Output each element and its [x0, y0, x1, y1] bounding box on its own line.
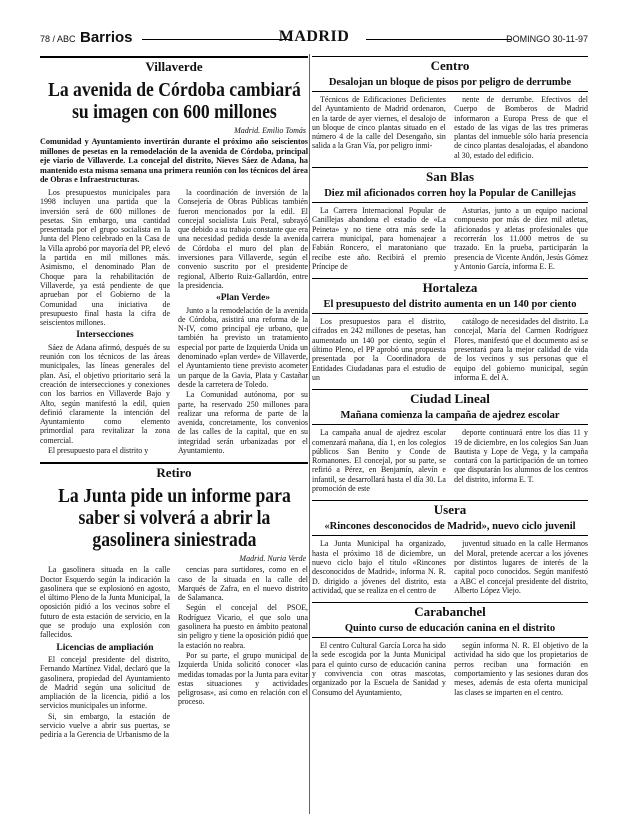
- sanblas-col-2: [454, 206, 588, 272]
- page-number: 78 / ABC: [40, 34, 76, 44]
- villaverde-lead: Comunidad y Ayuntamiento invertirán durante el próximo año seiscientos millones de pesetas en la remodelación de la avenida de Córdoba, principal eje viario de Villaverde. La concejal del distrito, Nieves Sáez de Adana, ha mantenido esta misma semana una primera reunión con los técnicos del área de Obras e Infraestructuras.: [40, 137, 308, 185]
- district-tag-villaverde: Villaverde: [40, 56, 308, 75]
- retiro-col-2: [178, 565, 308, 740]
- paragraph: El presupuesto para el distrito y: [48, 445, 149, 455]
- retiro-headline: La Junta pide un informe para saber si volverá a abrir la gasolinera siniestrada: [57, 485, 291, 552]
- district-tag-retiro: Retiro: [40, 462, 308, 481]
- retiro-subhead-1: Licencias de ampliación: [56, 642, 154, 653]
- paragraph: nente de derrumbe. Efectivos del Cuerpo de Bomberos de Madrid informaron a Europa Press de que el estado de las vigas de las tres primeras plantas del inmueble sólo haría presencia de cinco plantas desalojadas, el abandono al 30, estado del edificio.: [454, 95, 588, 160]
- villaverde-byline: Madrid. Emilio Tomás: [234, 126, 306, 135]
- usera-col-1: [312, 539, 446, 596]
- paragraph: La campaña anual de ajedrez escolar comenzará mañana, día 1, en los colegios públicos San Benito y Conde de Romanones. El concejal, por su parte, se refirió a Pérez, en Benjamín, alevín e infantil, se desarrollará hasta el día 30. La promoción de este: [312, 428, 446, 494]
- sanblas-body: [312, 206, 588, 272]
- carabanchel-col-1: [312, 641, 446, 698]
- villaverde-subhead-2: «Plan Verde»: [215, 293, 271, 304]
- city-title: MADRID: [278, 28, 350, 45]
- villaverde-article: [40, 56, 308, 456]
- hortaleza-col-2: [454, 317, 588, 383]
- ciudadlineal-headline: Mañana comienza la campaña de ajedrez escolar: [312, 410, 588, 425]
- paragraph: cencias para surtidores, como en el caso de la situada en la calle del Marqués de Zafra, en el nuevo distrito de Salamanca.: [178, 565, 308, 603]
- centro-article: [312, 56, 588, 161]
- carabanchel-headline: Quinto curso de educación canina en el distrito: [312, 623, 588, 638]
- carabanchel-col-2: [454, 641, 588, 698]
- sanblas-article: [312, 167, 588, 272]
- paragraph: El centro Cultural García Lorca ha sido la sede escogida por la Junta Municipal para el quinto curso de educación canina y convivencia con otras mascotas, organizado por la Escuela de Sanidad y Consumo del Ayuntamiento,: [312, 641, 446, 697]
- paragraph: La Comunidad autónoma, por su parte, ha reservado 250 millones para realizar una reforma de parte de la avenida, concretamente, los convenios de las calles de la capital, que en su integridad serán urbanizadas por el Ayuntamiento.: [178, 390, 308, 455]
- usera-body: [312, 539, 588, 596]
- paragraph: según informa N. R. El objetivo de la actividad ha sido que los propietarios de perros reciban una formación en comportamiento y las sesiones duran dos meses, además de esta oferta municipal las clases se imparten en el centro.: [454, 641, 588, 697]
- usera-headline: «Rincones desconocidos de Madrid», nuevo ciclo juvenil: [312, 521, 588, 536]
- centro-col-2: [454, 95, 588, 161]
- sanblas-headline: Diez mil aficionados corren hoy la Popular de Canillejas: [312, 188, 588, 203]
- retiro-article: [40, 462, 308, 740]
- paragraph: Técnicos de Edificaciones Deficientes del Ayuntamiento de Madrid ordenaron, en la tarde de ayer viernes, el desalojo de un bloque de cinco plantas situado en el número 4 de la calle del Desengaño, sin salida a la Gran Vía, por peligro inmi-: [312, 95, 446, 151]
- district-tag-hortaleza: Hortaleza: [312, 278, 588, 296]
- right-column: [312, 52, 588, 817]
- paragraph: la coordinación de inversión de la Consejería de Obras Públicas también fueron mencionados por la edil. El concejal socialista Luis Peral, subrayó que debido a su trabajo constante que era una necesidad pedida desde la avenida de Córdoba el muro del plan de inversiones para Villaverde, según el convenio suscrito por el presidente regional, Alberto Ruiz-Gallardón, entre la presidencia.: [178, 187, 308, 290]
- paragraph: El concejal presidente del distrito, Fernando Martínez Vidal, declaró que la gasolinera, propiedad del Ayuntamiento de Madrid según una solicitud de ampliación de la licencia, pidió a los servicios municipales un informe.: [40, 654, 170, 711]
- ciudadlineal-article: [312, 389, 588, 494]
- hortaleza-col-1: [312, 317, 446, 383]
- paragraph: Los presupuestos municipales para 1998 incluyen una partida que la inversión será de 600 millones de pesetas. Sin embargo, una cantidad presentada por el grupo socialista en la Junta del Pleno celebrado en la Casa de la Villa aprobó por mayoría del PP, elevó la partida en mil millones más. Asimismo, el denominado Plan de Choque para la rehabilitación de Villaverde, ya está pendiente de que aprueban por el Gobierno de la Comunidad una iniciativa de presupuesto final hasta la cifra de seiscientos millones.: [40, 187, 170, 328]
- paragraph: Sáez de Adana afirmó, después de su reunión con los técnicos de las áreas municipales, las líneas generales del plan. Así, el objetivo prioritario será la creación de intersecciones y conexiones con los barrios en Villaverde Bajo y Alto, según manifestó la edil, quien definió claramente la intención del Ayuntamiento como elemento primordial para revitalizar la zona comercial.: [40, 342, 170, 445]
- villaverde-headline: La avenida de Córdoba cambiará su imagen con 600 millones: [47, 79, 301, 123]
- header-rule-right: [366, 39, 511, 40]
- paragraph: deporte continuará entre los días 11 y 19 de diciembre, en los colegios San Juan Bautista y Lope de Vega, y la campaña contará con la participación de un torneo que disputarán los alumnos de los centros del distrito, informa E. T.: [454, 428, 588, 484]
- paragraph: Si, sin embargo, la estación de servicio vuelve a abrir sus puertas, se pediría a la Gerencia de Urbanismo de la: [40, 711, 170, 740]
- villaverde-body: [40, 188, 308, 456]
- paragraph: La Carrera Internacional Popular de Canillejas abandona el estadio de «La Peineta» y no tiene otra más sede la carrera municipal, para homenajear a Fabián Roncero, el maratoniano que recibe este año. Recibirá el premio Príncipe de: [312, 206, 446, 271]
- district-tag-ciudadlineal: Ciudad Lineal: [312, 389, 588, 407]
- ciudadlineal-body: [312, 428, 588, 494]
- villaverde-subhead-1: Intersecciones: [76, 330, 134, 341]
- centro-col-1: [312, 95, 446, 161]
- usera-col-2: [454, 539, 588, 596]
- paragraph: La gasolinera situada en la calle Doctor Esquerdo según la indicación la gasolinera que se explosionó en agosto, el último Pleno de la Junta Municipal, la oposición pidió a los vecinos sobre el futuro de esta estación de servicio, en la que se produjo una explosión con fallecidos.: [40, 565, 170, 640]
- centro-body: [312, 95, 588, 161]
- paragraph: Asturias, junto a un equipo nacional compuesto por más de diez mil atletas, aficionados y atletas profesionales que recorrerán los 11.000 metros de su trazado. En la prueba, participarán la presencia de Vicente Andón, Jesús Gómez y Antonio García, informa E. E.: [454, 206, 588, 271]
- centro-headline: Desalojan un bloque de pisos por peligro de derrumbe: [312, 77, 588, 92]
- retiro-col-1: [40, 565, 170, 740]
- paragraph: Los presupuestos para el distrito, cifrados en 242 millones de pesetas, han aumentado un 140 por ciento, según el último Pleno, el PP aprobó una propuesta presentada por la Coordinadora de Entidades Ciudadanas para el estudio de un: [312, 317, 446, 382]
- retiro-body: [40, 565, 308, 740]
- paragraph: La Junta Municipal ha organizado, hasta el próximo 18 de diciembre, un nuevo ciclo bajo el título «Rincones desconocidos de Madrid», informa N. R. D. dirigido a jóvenes del distrito, esta actividad, que se realiza en el centro de: [312, 539, 446, 595]
- paragraph: Junto a la remodelación de la avenida de Córdoba, asistirá una reforma de la N-IV, como principal eje urbano, que también ha previsto un tratamiento especial por parte de Izquierda Unida un denominado «plan verde» de Villaverde, el Ayuntamiento tiene previsto acometer un parque de la Gavia, Plata y Castañar desde la carretera de Toledo.: [178, 305, 308, 389]
- ciudadlineal-col-1: [312, 428, 446, 494]
- paragraph: Según el concejal del PSOE, Rodríguez Vicario, el que solo una gasolinera ha puesto en ámbito peatonal sin peligro y tiene la oposición pidió que la estación no reabra.: [178, 603, 308, 650]
- paragraph: juventud situado en la calle Hermanos del Moral, pretende acercar a los jóvenes por distintos lugares de interés de la capital poco conocidos. Según manifestó a ABC el concejal presidente del distrito, Alberto López Viejo.: [454, 539, 588, 595]
- left-column: [40, 52, 308, 817]
- paragraph: Por su parte, el grupo municipal de Izquierda Unida solicitó conocer «las medidas tomadas por la Junta para evitar estas situaciones y actividades peligrosas», así como en relación con el proceso.: [178, 650, 308, 707]
- page-header: [40, 28, 588, 50]
- carabanchel-article: [312, 602, 588, 698]
- district-tag-sanblas: San Blas: [312, 167, 588, 185]
- section-title: Barrios: [80, 29, 133, 46]
- district-tag-centro: Centro: [312, 56, 588, 74]
- paragraph: catálogo de necesidades del distrito. La concejal, María del Carmen Rodríguez Flores, manifestó que el documento así se presentará para la mejor calidad de vida de los vecinos y sus personas que el equipo del gobierno municipal, según informa E. del A.: [454, 317, 588, 382]
- ciudadlineal-col-2: [454, 428, 588, 494]
- district-tag-usera: Usera: [312, 500, 588, 518]
- retiro-byline: Madrid. Nuria Verde: [239, 554, 306, 564]
- district-tag-carabanchel: Carabanchel: [312, 602, 588, 620]
- hortaleza-article: [312, 278, 588, 383]
- issue-date: DOMINGO 30-11-97: [506, 34, 588, 44]
- hortaleza-headline: El presupuesto del distrito aumenta en un 140 por ciento: [312, 299, 588, 314]
- carabanchel-body: [312, 641, 588, 698]
- villaverde-col-2: [178, 188, 308, 456]
- usera-article: [312, 500, 588, 596]
- hortaleza-body: [312, 317, 588, 383]
- villaverde-col-1: [40, 188, 170, 456]
- sanblas-col-1: [312, 206, 446, 272]
- column-divider: [309, 54, 310, 814]
